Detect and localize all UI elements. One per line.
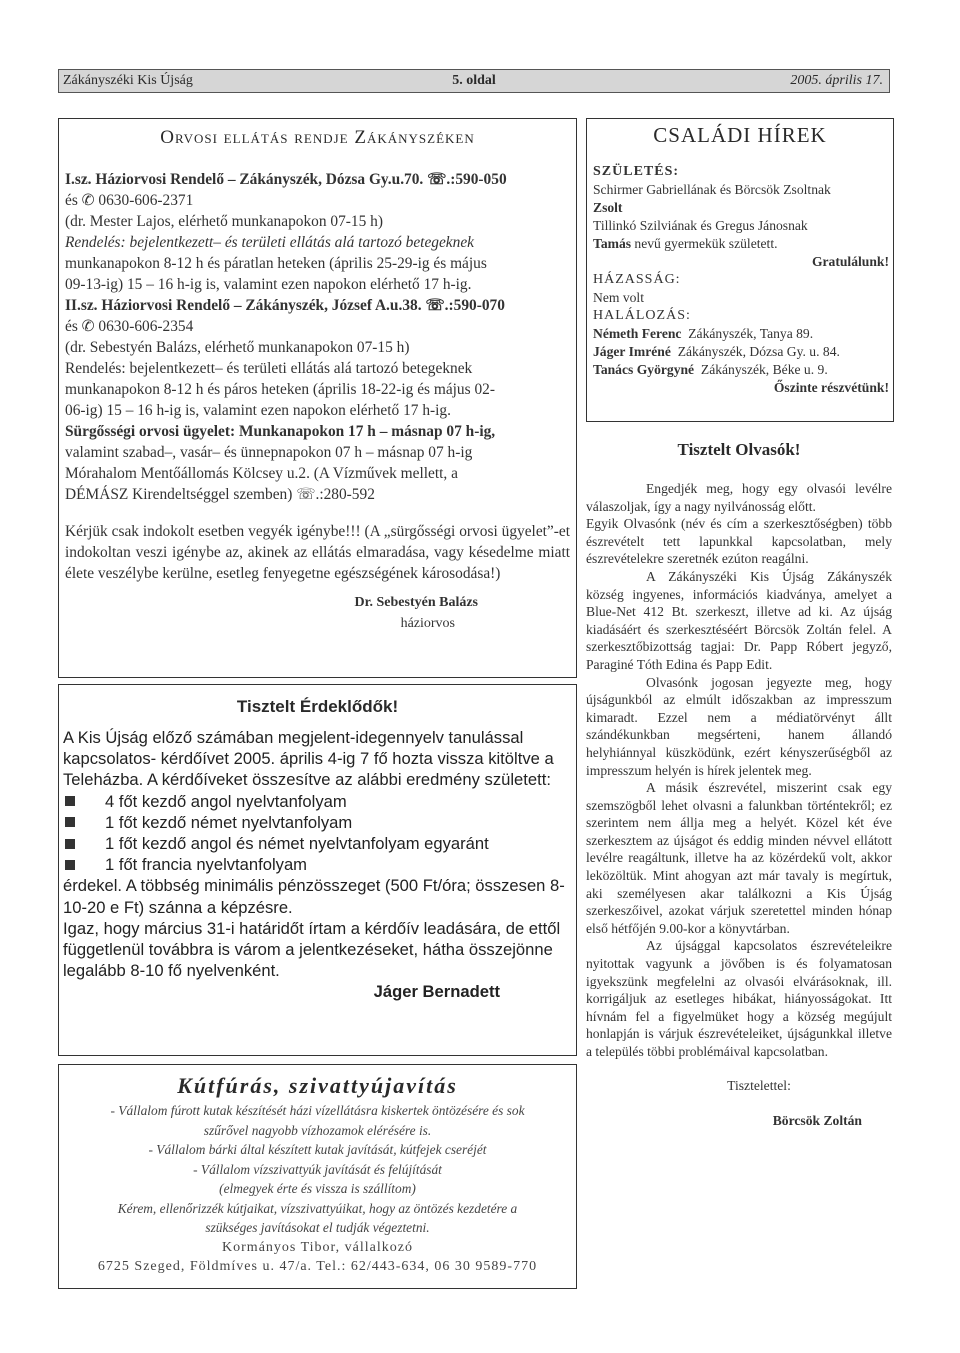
well-drilling-ad (58, 1064, 577, 1289)
survey-para-2: érdekel. A többség minimális pénzösszeget (500 Ft/óra; összesen 8-10-20 e Ft) szánna a képzésre. (63, 876, 565, 917)
congrats-text: Gratulálunk! (811, 254, 889, 269)
readers-paragraph: Olvasónk jogosan jegyezte meg, hogy újságunkból az elmúlt időszakban az impresszum kimaradt. Ezzel nem a médiatörvényt állt szándékunkban megsérteni, hanem állandó helyhiánnyal küszködünk, ezért kényszerűségből az impresszum helyén is hírek jelentek meg. (586, 674, 892, 778)
condolence-text: Őszinte részvétünk! (773, 380, 889, 395)
doctor-signature-name: Dr. Sebestyén Balázs (354, 595, 478, 610)
page-header (58, 69, 890, 93)
death-entry: Jáger Imréné Zákányszék, Dózsa Gy. u. 84. (593, 344, 840, 359)
marriage-label: HÁZASSÁG: (593, 272, 681, 287)
well-ad-line: - Vállalom vízszivattyúk javítását és felújítását (193, 1161, 442, 1177)
readers-closing: Tisztelettel: (727, 1077, 791, 1093)
survey-item: 1 főt francia nyelvtanfolyam (63, 854, 572, 875)
clinic-2-line: II.sz. Háziorvosi Rendelő – Zákányszék, József A.u.38. ☏.:590-070 (65, 297, 505, 314)
readers-paragraph: A Zákányszéki Kis Újság Zákányszék község ingyenes, információs kiadványa, amelyet a Blue-Net 412 Bt. szerkeszt, illetve ad ki. Az újság kiadásáért és szerkesztéséért Börcsök Zoltán felel. A szerkesztőbizottság tagjai: Dr. Papp Róbert jegyző, Paraginé Tóth Edina és Papp Edit. (586, 568, 892, 672)
clinic-2-doctor: (dr. Sebestyén Balázs, elérhető munkanapokon 07-15 h) (65, 339, 410, 356)
family-news-title: CSALÁDI HÍREK (653, 123, 827, 147)
emergency-line-3: Mórahalom Mentőállomás Kölcsey u.2. (A Vízművek mellett, a (65, 465, 458, 482)
doctor-signature-title: háziorvos (400, 616, 455, 631)
survey-item: 1 főt kezdő angol és német nyelvtanfolyam egyaránt (63, 833, 572, 854)
births-label: SZÜLETÉS: (593, 164, 680, 179)
clinic-1-phone: és ✆ 0630-606-2371 (65, 192, 194, 209)
emergency-line-2: valamint szabad–, vasár– és ünnepnapokon 07 h – másnap 07 h-ig (65, 444, 473, 461)
clinic-2-phone: és ✆ 0630-606-2354 (65, 318, 194, 335)
page-number: 5. oldal (452, 73, 496, 88)
well-ad-line: szükséges javításokat el tudják végeztetni. (205, 1220, 430, 1235)
clinic-1-line: I.sz. Háziorvosi Rendelő – Zákányszék, Dózsa Gy.u.70. ☏.:590-050 (65, 171, 507, 188)
death-entry: Németh Ferenc Zákányszék, Tanya 89. (593, 326, 814, 341)
clinic-2-hours: Rendelés: bejelentkezett– és területi ellátás alá tartozó betegeknek (65, 360, 473, 377)
well-ad-contact-name: Kormányos Tibor, vállalkozó (222, 1239, 413, 1255)
birth-2-parents: Tillinkó Szilviának és Gregus Jánosnak (593, 218, 808, 233)
medical-body (65, 169, 570, 634)
clinic-2-hours-2: munkanapokon 8-12 h és páros heteken (április 18-22-ig és május 02- (65, 381, 495, 398)
well-ad-line: Kérem, ellenőrizzék kútjaikat, vízszivattyúikat, hogy az öntözés kezdetére a (117, 1200, 518, 1216)
readers-paragraph: Egyik Olvasónk (név és cím a szerkesztőségben) több észrevételt tett lapunkkal kapcsolatban, mely észrevételekre szeretnék ezúton reagálni. (586, 516, 892, 567)
bullet-icon (65, 839, 75, 849)
survey-signature: Jáger Bernadett (373, 982, 500, 1002)
readers-paragraph: Az újsággal kapcsolatos észrevételeikre nyitottak vagyunk a jövőben is és folyamatosan igyekszünk megfelelni az olvasói elvárásoknak, ill. korrigáljuk az esetleges hibákat, hiányosságokat. Itt hívnám fel a figyelmüket hogy a község megújult honlapján is várjuk észrevételeiket, újságunkkal illetve a település többi problémáival kapcsolatban. (586, 938, 892, 1059)
well-ad-line: szűrővel nagyobb vízhozamok elérésére is. (203, 1122, 432, 1138)
survey-item: 1 főt kezdő német nyelvtanfolyam (63, 812, 572, 833)
bullet-icon (65, 860, 75, 870)
medical-care-box (58, 118, 577, 678)
readers-paragraph: A másik észrevétel, miszerint csak egy szemszögből lehet olvasni a falunkban történtekről; ez szerintem nem állja meg a helyét. Közel két éve szerkesztem az újságot és eddig minden névvel ellátott levélre reagáltunk, illetve ha az közérdekű volt, akkor leközöltük. Mint ahogyan azt már tavaly is megírtuk, aki személyesen akar találkozni a Kis Újság szerkeszőivel, azokat várjuk szeretettel minden hónap első hétfőjén 9.00-kor a könyvtárban. (586, 780, 892, 936)
survey-box (58, 684, 577, 1056)
well-ad-contact-address: 6725 Szeged, Földmíves u. 47/a. Tel.: 62/443-634, 06 30 9589-770 (97, 1259, 538, 1274)
issue-date: 2005. április 17. (790, 73, 883, 88)
clinic-1-hours-3: 09-13-ig) 15 – 16 h-ig is, valamint ezen napokon elérhető 17 h-ig. (65, 276, 472, 293)
survey-title: Tisztelt Érdeklődők! (236, 697, 399, 716)
well-ad-line: - Vállalom bárki által készített kutak javítását, kútfejek cseréjét (148, 1142, 487, 1157)
readers-signature: Börcsök Zoltán (772, 1113, 862, 1129)
well-ad-line: (elmegyek érte és vissza is szállítom) (219, 1181, 416, 1196)
survey-para-3: Igaz, hogy március 31-i határidőt írtam a kérdőív leadására, de ettől függetlenül továbbra is várom a jelentkezéseket, hátha összejönne legalább 8-10 fő nyelvenként. (63, 918, 561, 981)
clinic-1-hours-2: munkanapokon 8-12 h és páratlan heteken (április 25-29-ig és május (65, 255, 487, 272)
clinic-1-doctor: (dr. Mester Lajos, elérhető munkanapokon 07-15 h) (65, 213, 383, 230)
survey-intro: A Kis Újság előző számában megjelent-idegennyelv tanulással kapcsolatos- kérdőívet 2005. április 4-ig 7 fő hozta vissza kitöltve a Teleházba. A kérdőíveket összesítve az alábbi eredmény született: (63, 728, 554, 790)
clinic-1-hours: Rendelés: bejelentkezett– és területi ellátás alá tartozó betegeknek (65, 234, 474, 251)
readers-title: Tisztelt Olvasók! (677, 440, 801, 459)
family-news-box (586, 118, 894, 422)
marriage-text: Nem volt (593, 290, 644, 305)
readers-letter-body (586, 480, 892, 1130)
birth-2-child: Tamás nevű gyermekük született. (593, 236, 778, 251)
family-news-body (593, 163, 889, 397)
death-entry: Tanács Györgyné Zákányszék, Béke u. 9. (593, 362, 828, 377)
well-ad-body (61, 1101, 574, 1277)
readers-paragraph: Engedjék meg, hogy egy olvasói levélre válaszoljak, így a nagy nyilvánosság előtt. (586, 481, 892, 514)
emergency-line: Sürgősségi orvosi ügyelet: Munkanapokon 17 h – másnap 07 h-ig, (65, 423, 496, 440)
emergency-line-4: DÉMÁSZ Kirendeltséggel szemben) ☏.:280-592 (65, 486, 375, 503)
deaths-label: HALÁLOZÁS: (593, 308, 691, 323)
clinic-2-hours-3: 06-ig) 15 – 16 h-ig is, valamint ezen napokon elérhető 17 h-ig. (65, 402, 451, 419)
survey-item: 4 főt kezdő angol nyelvtanfolyam (63, 791, 572, 812)
emergency-warning: Kérjük csak indokolt esetben vegyék igénybe!!! (A „sürgősségi orvosi ügyelet”-et indokoltan veszi igénybe az, akinek az ellátás elmaradása, vagy késedelme miatt élete veszélybe kerülne, esetleg fenyegetne egészségének károsodása!) (65, 523, 570, 582)
birth-1-parents: Schirmer Gabriellának és Börcsök Zsoltnak (593, 182, 831, 197)
bullet-icon (65, 796, 75, 806)
well-ad-title: Kútfúrás, szivattyújavítás (177, 1073, 458, 1098)
bullet-icon (65, 817, 75, 827)
well-ad-line: - Vállalom fúrott kutak készítését házi vízellátásra kiskertek öntözésére és sok (110, 1103, 525, 1118)
medical-title: Orvosi ellátás rendje Zákányszéken (160, 127, 475, 148)
birth-1-child: Zsolt (593, 200, 623, 215)
survey-body (63, 727, 572, 1003)
newspaper-name: Zákányszéki Kis Újság (63, 73, 193, 88)
